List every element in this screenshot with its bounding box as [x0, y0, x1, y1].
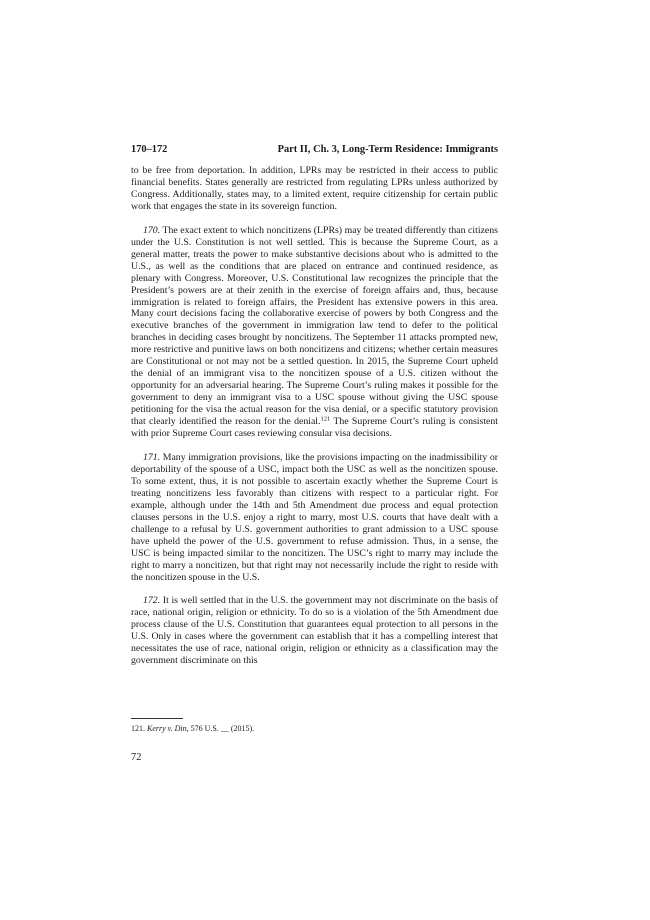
- section-range: 170–172: [131, 144, 168, 155]
- footnote-divider: [131, 718, 183, 719]
- running-header: [131, 144, 498, 155]
- footnote-121: [131, 724, 498, 733]
- paragraph-text: Many immigration provisions, like the provisions impacting on the inadmissibility or deportability of the spouse of a USC, impact both the USC as well as the noncitizen spouse. To some extent, thus, it is not possible to ascertain exactly whether the Supreme Court is treating noncitizens less favorably than citizens with respect to a particular right. For example, although under the 14th and 5th Amendment due process and equal protection clauses persons in the U.S. enjoy a right to marry, most U.S. courts that have dealt with a challenge to a refusal by U.S. government authorities to grant admission to a USC spouse have upheld the power of the U.S. government to refuse admission. Thus, in a sense, the USC is being impacted similar to the noncitizen. The USC’s right to marry may include the right to marry a noncitizen, but that right may not necessarily include the right to reside with the noncitizen spouse in the U.S.: [131, 451, 498, 583]
- paragraph-text-continued: The Supreme Court’s ruling is consistent with prior Supreme Court cases reviewing consular visa decisions.: [131, 416, 499, 440]
- paragraph-number: 171.: [143, 451, 161, 463]
- paragraph-text: It is well settled that in the U.S. the government may not discriminate on the basis of race, national origin, religion or ethnicity. To do so is a violation of the 5th Amendment due process clause of the U.S. Constitution that guarantees equal protection to all persons in the U.S. Only in cases where the government can establish that it has a compelling interest that necessitates the use of race, national origin, religion or ethnicity as a classification may the government discriminate on this: [131, 595, 498, 667]
- paragraph-172: [131, 595, 498, 667]
- page-number: 72: [131, 752, 142, 763]
- footnote-case-name: Kerry v. Din: [147, 724, 187, 733]
- paragraph-number: 170.: [143, 224, 161, 236]
- paragraph-text: The exact extent to which noncitizens (LPRs) may be treated differently than citizens under the U.S. Constitution is not well settled. This is because the Supreme Court, as a general matter, treats the power to make substantive decisions about who is admitted to the U.S., as well as the conditions that are placed on entrance and continued residence, as plenary with Congress. Moreover, U.S. Constitutional law recognizes the principle that the President’s powers are at their zenith in the exercise of foreign affairs and, thus, because immigration is related to foreign affairs, the President has extensive powers in this area. Many court decisions facing the collaborative exercise of powers by both Congress and the executive branches of the government in immigration law tend to defer to the political branches in deciding cases brought by noncitizens. The September 11 attacks prompted new, more restrictive and punitive laws on both noncitizens and citizens; whether certain measures are Constitutional or not may not be a settled question. In 2015, the Supreme Court upheld the denial of an immigrant visa to the noncitizen spouse of a U.S. citizen without the opportunity for an adversarial hearing. The Supreme Court’s ruling makes it possible for the government to deny an immigrant visa to a USC spouse without giving the USC spouse petitioning for the visa the actual reason for the visa denial, or a specific statutory provision that clearly identified the reason for the denial.: [131, 224, 498, 428]
- footnote-citation: , 576 U.S. __ (2015).: [186, 724, 255, 733]
- footnote-marker: 121.: [131, 724, 145, 733]
- paragraph-170: [131, 225, 498, 440]
- paragraph-continuation: [131, 165, 498, 213]
- footnote-reference[interactable]: 121: [320, 415, 331, 423]
- running-title: Part II, Ch. 3, Long-Term Residence: Immigrants: [277, 144, 498, 155]
- paragraph-171: [131, 452, 498, 583]
- paragraph-text: to be free from deportation. In addition, LPRs may be restricted in their access to public financial benefits. States generally are restricted from regulating LPRs unless authorized by Congress. Additionally, states may, to a limited extent, require citizenship for certain public work that engages the state in its sovereign function.: [131, 165, 498, 212]
- body-text: [131, 165, 498, 679]
- paragraph-number: 172.: [143, 595, 161, 607]
